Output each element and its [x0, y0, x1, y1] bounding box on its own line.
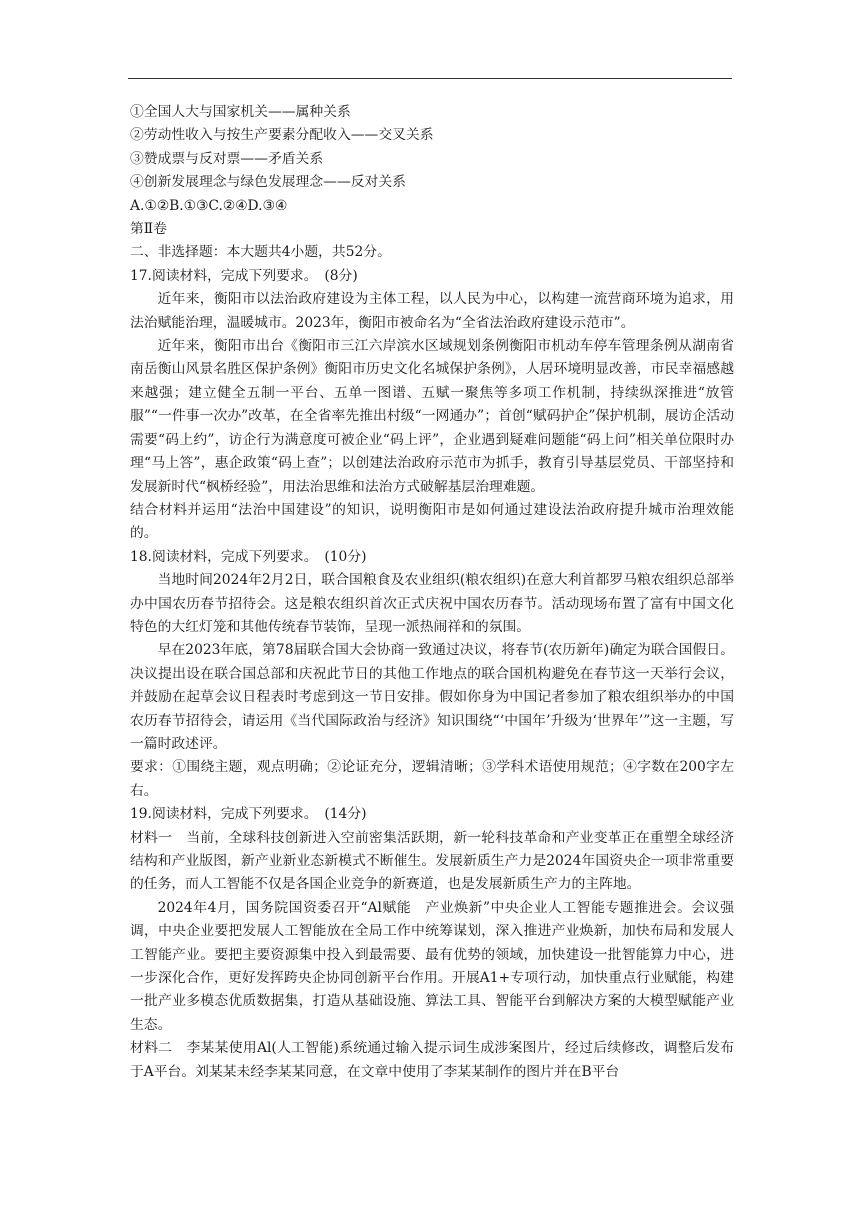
- option-3: ③赞成票与反对票——矛盾关系: [130, 150, 324, 167]
- q18-paragraph-1: 当地时间2024年2月2日，联合国粮食及农业组织(粮农组织)在意大利首都罗马粮农组织总部举办中国农历春节招待会。这是粮农组织首次正式庆祝中国农历春节。活动现场布置了富有中国文化特色的大红灯笼和其他传统春节装饰，呈现一派热闹祥和的氛围。: [130, 572, 734, 635]
- q19-material-2: 材料二 李某某使用Al(人工智能)系统通过输入提示词生成涉案图片，经过后续修改，调整后发布于A平台。刘某某未经李某某同意，在文章中使用了李某某制作的图片并在B平台: [130, 1040, 734, 1080]
- q17-paragraph-2: 近年来，衡阳市出台《衡阳市三江六岸滨水区域规划条例衡阳市机动车停车管理条例从湖南省南岳衡山风景名胜区保护条例》衡阳市历史文化名城保护条例》，人居环境明显改善，市民幸福感越来越强；建立健全五制一平台、五单一图谱、五赋一聚焦等多项工作机制，持续纵深推进“放管服”“一件事一次办”改革，在全省率先推出村级“一网通办”；首创“赋码护企”保护机制，展访企活动需要“码上约”，访企行为满意度可被企业“码上评”，企业遇到疑难问题能“码上问”相关单位限时办理“马上答”，惠企政策“码上查”；以创建法治政府示范市为抓手，教育引导基层党员、干部坚持和发展新时代“枫桥经验”，用法治思维和法治方式破解基层治理难题。: [130, 338, 734, 495]
- q18-title: 18.阅读材料，完成下列要求。 (10分): [130, 548, 367, 565]
- page-content: [130, 101, 734, 1084]
- answer-choices: A.①②B.①③C.②④D.③④: [130, 197, 288, 214]
- q18-requirements: 要求：①围绕主题，观点明确；②论证充分，逻辑清晰；③学科术语使用规范；④字数在200字左右。: [130, 759, 734, 799]
- section-title: 第Ⅱ卷: [130, 221, 167, 238]
- q17-task: 结合材料并运用“法治中国建设”的知识，说明衡阳市是如何通过建设法治政府提升城市治理效能的。: [130, 501, 734, 542]
- q19-material-1: 材料一 当前，全球科技创新进入空前密集活跃期，新一轮科技革命和产业变革正在重塑全球经济结构和产业版图，新产业新业态新模式不断催生。发展新质生产力是2024年国资央企一项非常重要的任务，而人工智能不仅是各国企业竞争的新赛道，也是发展新质生产力的主阵地。: [130, 829, 734, 893]
- option-1: ①全国人大与国家机关——属种关系: [130, 104, 351, 120]
- q17-title: 17.阅读材料，完成下列要求。 (8分): [130, 267, 358, 284]
- q19-material-1-cont: 2024年4月，国务院国资委召开“Al赋能 产业焕新”中央企业人工智能专题推进会。会议强调，中央企业要把发展人工智能放在全局工作中统筹谋划，深入推进产业焕新，加快布局和发展人工智能产业。要把主要资源集中投入到最需要、最有优势的领域，加快建设一批智能算力中心，进一步深化合作，更好发挥跨央企协同创新平台作用。开展A1+专项行动，加快重点行业赋能，构建一批产业多模态优质数据集，打造从基础设施、算法工具、智能平台到解决方案的大模型赋能产业生态。: [130, 899, 734, 1033]
- q18-paragraph-2: 早在2023年底，第78届联合国大会协商一致通过决议，将春节(农历新年)确定为联合国假日。决议提出设在联合国总部和庆祝此节日的其他工作地点的联合国机构避免在春节这一天举行会议，并鼓励在起草会议日程表时考虑到这一节日安排。假如你身为中国记者参加了粮农组织举办的中国农历春节招待会，请运用《当代国际政治与经济》知识围绕“‘中国年’升级为‘世界年’”这一主题，写一篇时政述评。: [130, 642, 734, 752]
- option-4: ④创新发展理念与绿色发展理念——反对关系: [130, 174, 406, 191]
- part-heading: 二、非选择题：本大题共4小题，共52分。: [130, 244, 391, 261]
- q17-paragraph-1: 近年来，衡阳市以法治政府建设为主体工程，以人民为中心，以构建一流营商环境为追求，用法治赋能治理，温暖城市。2023年，衡阳市被命名为“全省法治政府建设示范市”。: [130, 291, 734, 331]
- option-2: ②劳动性收入与按生产要素分配收入——交叉关系: [130, 127, 434, 144]
- q19-title: 19.阅读材料，完成下列要求。 (14分): [130, 806, 367, 823]
- header-rule: [128, 78, 732, 79]
